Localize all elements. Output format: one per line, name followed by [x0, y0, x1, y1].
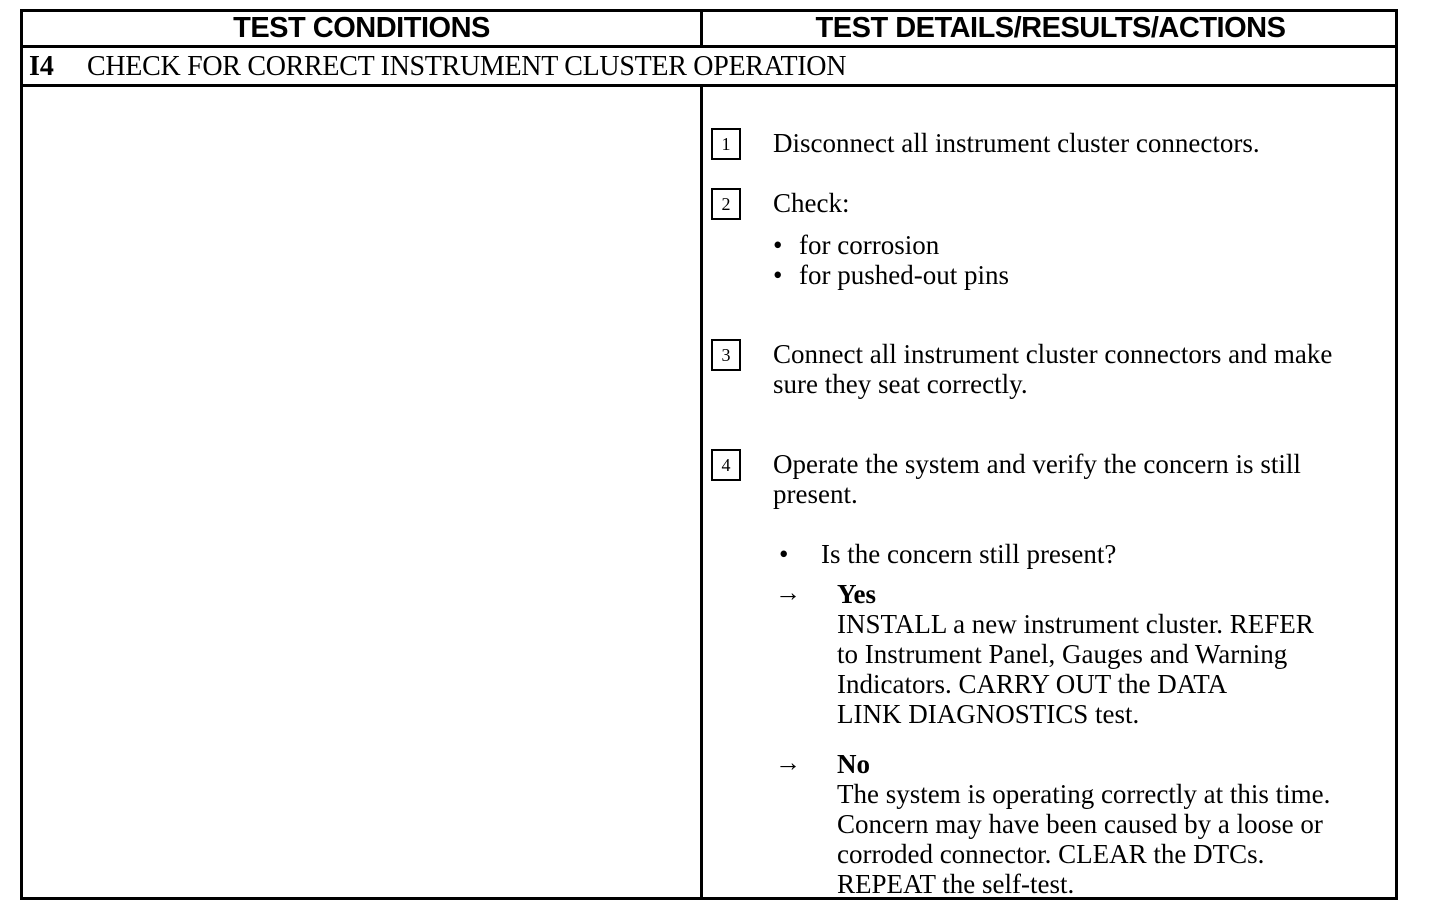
question-text: Is the concern still present?	[821, 539, 1117, 569]
step-number-box: 4	[711, 449, 741, 481]
test-details-column	[703, 87, 1398, 900]
bullet-icon: •	[779, 539, 789, 569]
step-text: Check:	[773, 188, 850, 218]
bullet-icon: •	[773, 230, 783, 260]
step-number-box: 3	[711, 339, 741, 371]
answer-text: The system is operating correctly at this time. Concern may have been caused by a loose or corroded connector. CLEAR the DTCs. REPEAT the self-test.	[837, 779, 1331, 899]
check-item-pins: • for pushed-out pins	[773, 260, 1009, 290]
check-item-corrosion: • for corrosion	[773, 230, 940, 260]
step-number-box: 1	[711, 128, 741, 160]
question	[779, 539, 1116, 569]
arrow-right-icon: →	[775, 748, 801, 777]
header-test-details: TEST DETAILS/RESULTS/ACTIONS	[703, 12, 1398, 48]
diagnostic-table	[20, 9, 1398, 900]
answer-yes	[837, 579, 1397, 729]
step-number-box: 2	[711, 188, 741, 220]
test-id: I4	[29, 51, 54, 82]
answer-no	[837, 749, 1397, 899]
answer-label: No	[837, 749, 870, 779]
test-title: CHECK FOR CORRECT INSTRUMENT CLUSTER OPERATION	[87, 51, 847, 82]
bullet-icon: •	[773, 260, 783, 290]
header-test-conditions: TEST CONDITIONS	[23, 12, 703, 48]
arrow-right-icon: →	[775, 578, 801, 607]
step-text: Connect all instrument cluster connectors and make sure they seat correctly.	[773, 339, 1333, 399]
answer-text: INSTALL a new instrument cluster. REFER to Instrument Panel, Gauges and Warning Indicators. CARRY OUT the DATA LINK DIAGNOSTICS test.	[837, 609, 1314, 729]
test-title-row	[23, 48, 1398, 87]
answer-label: Yes	[837, 579, 876, 609]
step-text: Operate the system and verify the concern is still present.	[773, 449, 1301, 509]
step-text: Disconnect all instrument cluster connectors.	[773, 128, 1260, 158]
